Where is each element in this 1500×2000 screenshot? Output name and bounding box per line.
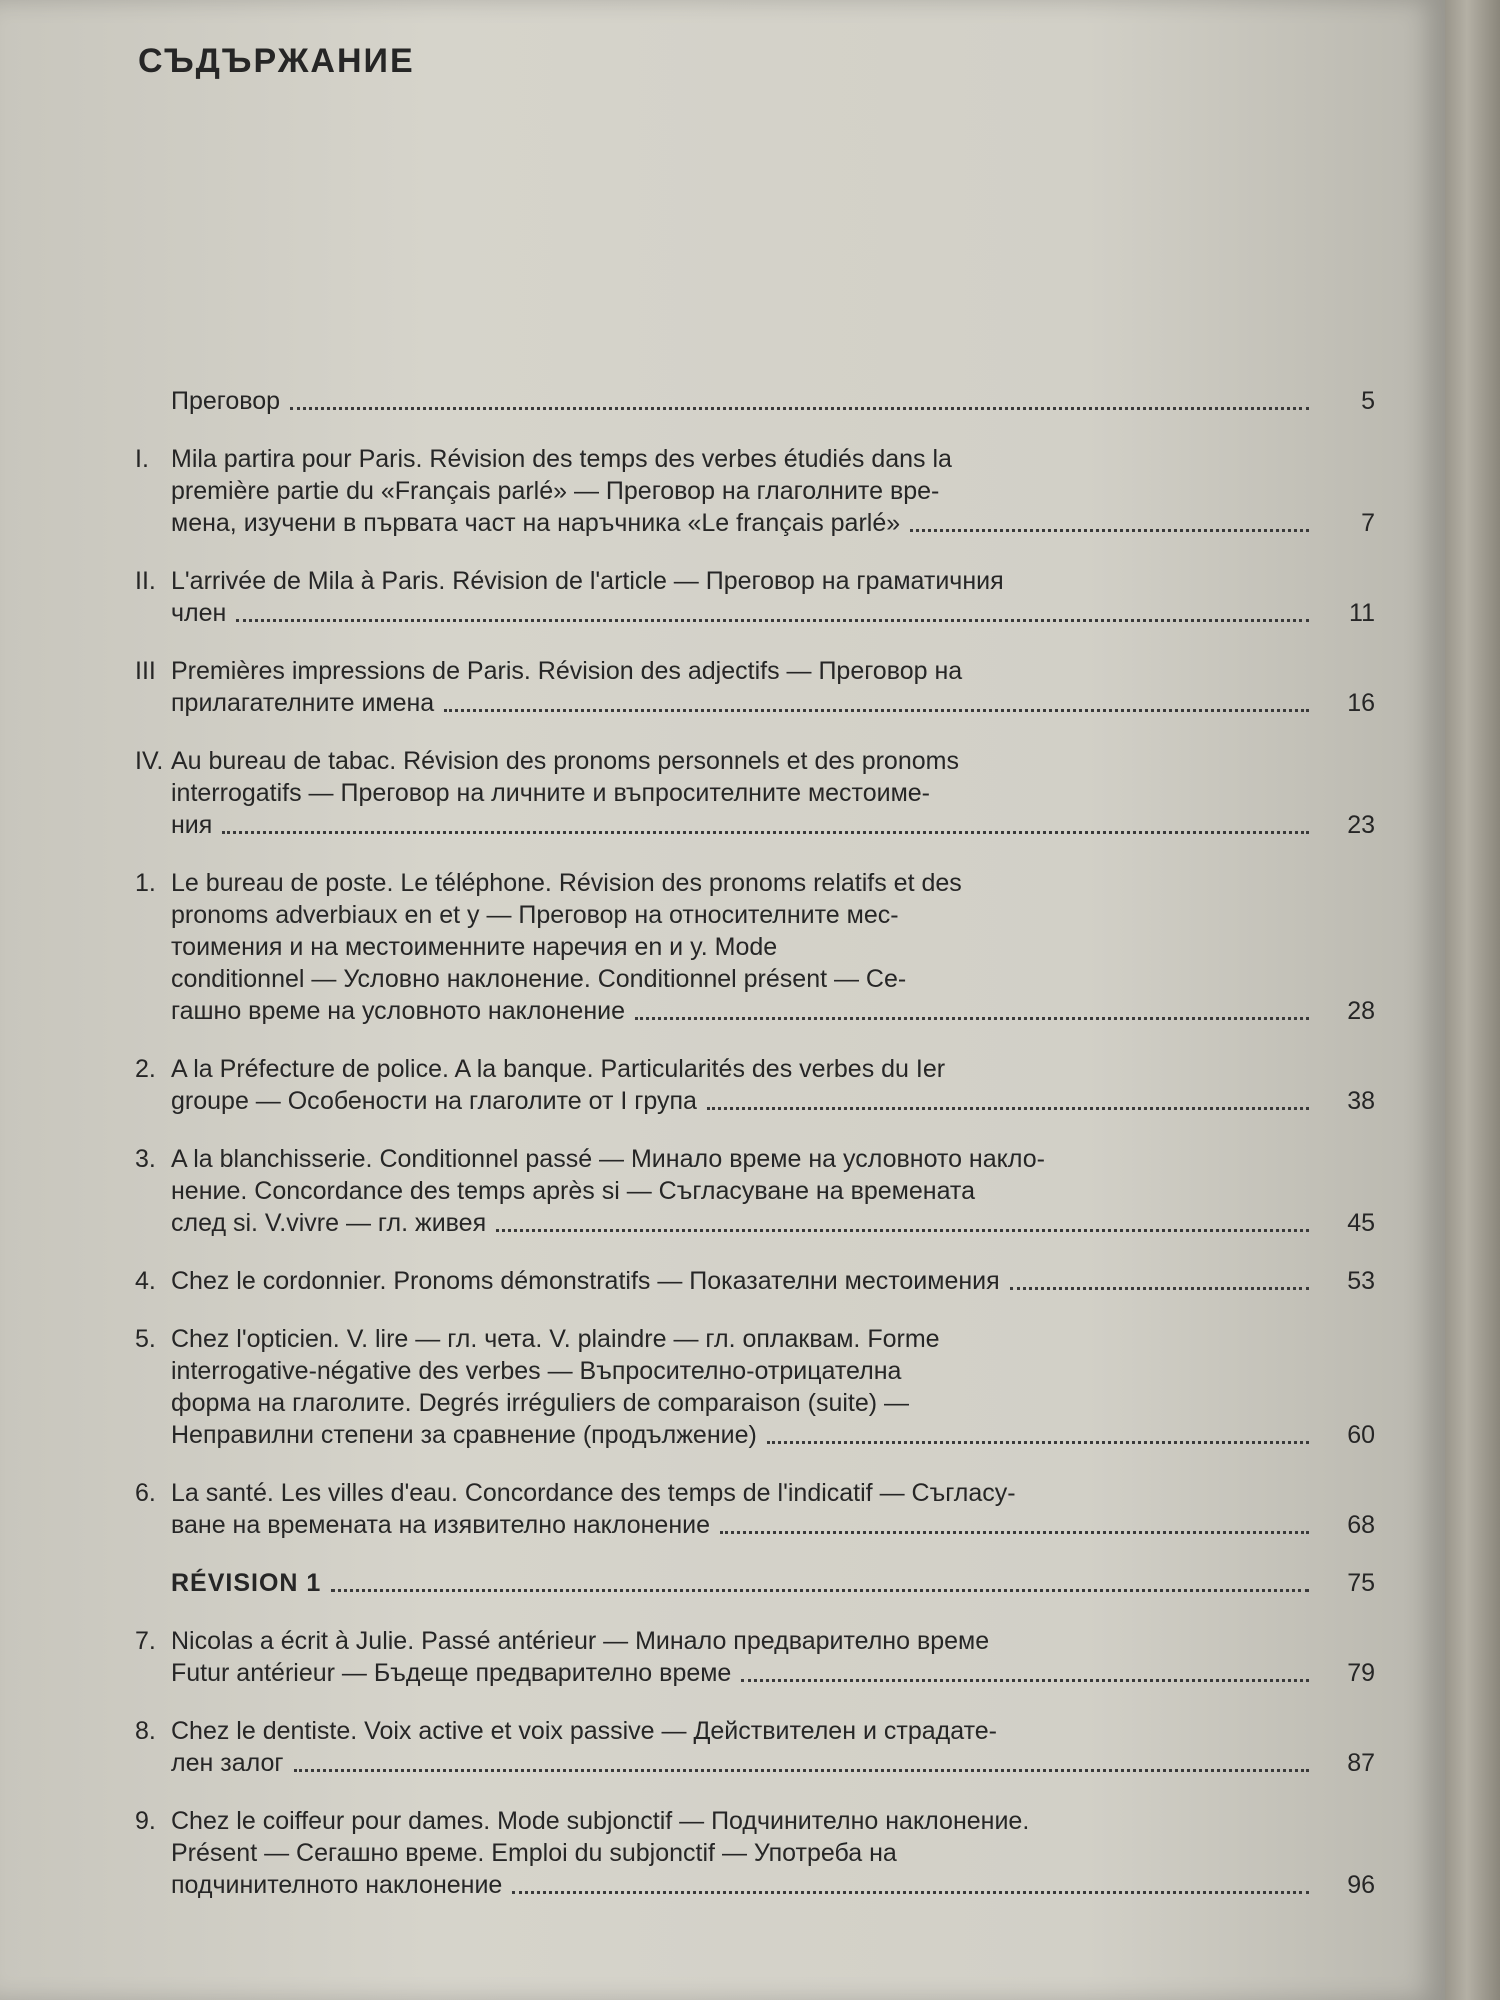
entry-text: подчинителното наклонение [171, 1871, 503, 1899]
entry-text: RÉVISION 1 [171, 1569, 322, 1597]
toc-line [135, 1657, 1375, 1689]
toc-entry [135, 1053, 1375, 1117]
entry-text: след si. V.vivre — гл. живея [171, 1209, 487, 1237]
entry-text: Premières impressions de Paris. Révision des adjectifs — Преговор на [171, 657, 963, 685]
toc-line [135, 1419, 1375, 1451]
dot-leader [236, 619, 1309, 622]
toc-line [135, 1085, 1375, 1117]
toc-line [135, 1837, 1375, 1869]
entry-text: L'arrivée de Mila à Paris. Révision de l'article — Преговор на граматичния [171, 567, 1004, 595]
dot-leader [294, 1769, 1310, 1772]
toc-line [135, 1747, 1375, 1779]
toc-line [135, 963, 1375, 995]
entry-text: нение. Concordance des temps après si — Съгласуване на времената [171, 1177, 976, 1205]
entry-number: 4. [135, 1267, 156, 1295]
table-of-contents [135, 385, 1375, 1927]
dot-leader [512, 1891, 1309, 1894]
toc-line [135, 507, 1375, 539]
toc-entry [135, 1143, 1375, 1239]
toc-entry [135, 1625, 1375, 1689]
toc-line [135, 1323, 1375, 1355]
entry-text: Преговор [171, 387, 281, 415]
entry-number: 7. [135, 1627, 156, 1655]
page-number: 16 [1347, 689, 1375, 717]
toc-line [135, 1053, 1375, 1085]
page-number: 38 [1347, 1087, 1375, 1115]
entry-text: член [171, 599, 227, 627]
entry-text: гашно време на условното наклонение [171, 997, 626, 1025]
entry-text: Nicolas a écrit à Julie. Passé antérieur — Минало предварително време [171, 1627, 990, 1655]
toc-entry [135, 1265, 1375, 1297]
dot-leader [331, 1589, 1309, 1592]
entry-text: interrogative-négative des verbes — Въпросително-отрицателна [171, 1357, 902, 1385]
entry-text: conditionnel — Условно наклонение. Conditionnel présent — Се- [171, 965, 907, 993]
entry-text: Chez le coiffeur pour dames. Mode subjonctif — Подчинително наклонение. [171, 1807, 1030, 1835]
page-title: СЪДЪРЖАНИЕ [138, 42, 415, 80]
toc-line [135, 385, 1375, 417]
toc-line [135, 1207, 1375, 1239]
toc-entry [135, 1715, 1375, 1779]
entry-text: A la blanchisserie. Conditionnel passé — Минало време на условното накло- [171, 1145, 1045, 1173]
toc-entry [135, 745, 1375, 841]
page-number: 53 [1347, 1267, 1375, 1295]
entry-number: 6. [135, 1479, 156, 1507]
entry-text: interrogatifs — Преговор на личните и въпросителните местоиме- [171, 779, 930, 807]
toc-entry [135, 655, 1375, 719]
entry-text: Présent — Сегашно време. Emploi du subjonctif — Употреба на [171, 1839, 897, 1867]
toc-line [135, 687, 1375, 719]
page-number: 68 [1347, 1511, 1375, 1539]
toc-entry [135, 565, 1375, 629]
entry-text: лен залог [171, 1749, 284, 1777]
page-number: 28 [1347, 997, 1375, 1025]
dot-leader [767, 1441, 1309, 1444]
toc-line [135, 1477, 1375, 1509]
toc-entry [135, 1323, 1375, 1451]
toc-line [135, 565, 1375, 597]
dot-leader [496, 1229, 1309, 1232]
entry-text: тоимения и на местоименните наречия en и y. Mode [171, 933, 778, 961]
toc-entry [135, 443, 1375, 539]
toc-line [135, 1143, 1375, 1175]
entry-text: Chez l'opticien. V. lire — гл. чета. V. plaindre — гл. оплаквам. Forme [171, 1325, 940, 1353]
toc-line [135, 931, 1375, 963]
revision-entry [135, 1567, 1375, 1599]
dot-leader [444, 709, 1309, 712]
toc-line [135, 1567, 1375, 1599]
toc-entry [135, 1477, 1375, 1541]
entry-number: 9. [135, 1807, 156, 1835]
toc-line [135, 1715, 1375, 1747]
entry-number: 3. [135, 1145, 156, 1173]
toc-line [135, 809, 1375, 841]
entry-text: Chez le cordonnier. Pronoms démonstratifs — Показателни местоимения [171, 1267, 1000, 1295]
toc-line [135, 1869, 1375, 1901]
entry-number: II. [135, 567, 156, 595]
entry-text: groupe — Особености на глаголите от I група [171, 1087, 697, 1115]
toc-line [135, 1355, 1375, 1387]
toc-line [135, 655, 1375, 687]
toc-line [135, 745, 1375, 777]
toc-entry [135, 385, 1375, 417]
page-number: 79 [1347, 1659, 1375, 1687]
entry-text: Неправилни степени за сравнение (продължение) [171, 1421, 757, 1449]
toc-line [135, 995, 1375, 1027]
entry-number: 8. [135, 1717, 156, 1745]
entry-number: 2. [135, 1055, 156, 1083]
toc-line [135, 597, 1375, 629]
toc-entry [135, 1805, 1375, 1901]
dot-leader [635, 1017, 1309, 1020]
page-number: 7 [1361, 509, 1375, 537]
entry-text: Futur antérieur — Бъдеще предварително време [171, 1659, 732, 1687]
page-number: 11 [1349, 599, 1375, 627]
entry-number: 5. [135, 1325, 156, 1353]
toc-line [135, 1509, 1375, 1541]
toc-line [135, 443, 1375, 475]
entry-text: La santé. Les villes d'eau. Concordance des temps de l'indicatif — Съгласу- [171, 1479, 1016, 1507]
page-number: 5 [1361, 387, 1375, 415]
dot-leader [741, 1679, 1309, 1682]
entry-number: 1. [135, 869, 156, 897]
toc-line [135, 1625, 1375, 1657]
entry-number: I. [135, 445, 149, 473]
page-number: 23 [1347, 811, 1375, 839]
entry-text: pronoms adverbiaux en et y — Преговор на относителните мес- [171, 901, 899, 929]
entry-text: ния [171, 811, 213, 839]
page-number: 87 [1347, 1749, 1375, 1777]
entry-text: Au bureau de tabac. Révision des pronoms personnels et des pronoms [171, 747, 959, 775]
page-number: 96 [1347, 1871, 1375, 1899]
dot-leader [910, 529, 1309, 532]
toc-line [135, 1805, 1375, 1837]
dot-leader [720, 1531, 1309, 1534]
dot-leader [222, 831, 1309, 834]
facing-page-edge [1445, 0, 1500, 2000]
entry-text: прилагателните имена [171, 689, 435, 717]
toc-line [135, 1387, 1375, 1419]
toc-line [135, 1175, 1375, 1207]
entry-text: форма на глаголите. Degrés irréguliers de comparaison (suite) — [171, 1389, 910, 1417]
entry-text: ване на времената на изявително наклонение [171, 1511, 711, 1539]
toc-line [135, 475, 1375, 507]
dot-leader [707, 1107, 1309, 1110]
toc-line [135, 1265, 1375, 1297]
entry-text: мена, изучени в първата част на наръчника «Le français parlé» [171, 509, 901, 537]
entry-number: IV. [135, 747, 164, 775]
entry-text: A la Préfecture de police. A la banque. Particularités des verbes du Ier [171, 1055, 946, 1083]
toc-line [135, 899, 1375, 931]
entry-text: Mila partira pour Paris. Révision des temps des verbes étudiés dans la [171, 445, 952, 473]
page-number: 75 [1347, 1569, 1375, 1597]
dot-leader [290, 407, 1309, 410]
toc-line [135, 867, 1375, 899]
page-number: 45 [1347, 1209, 1375, 1237]
entry-text: première partie du «Français parlé» — Преговор на глаголните вре- [171, 477, 940, 505]
toc-line [135, 777, 1375, 809]
dot-leader [1010, 1287, 1309, 1290]
entry-number: III [135, 657, 156, 685]
toc-entry [135, 867, 1375, 1027]
page-number: 60 [1347, 1421, 1375, 1449]
entry-text: Le bureau de poste. Le téléphone. Révision des pronoms relatifs et des [171, 869, 962, 897]
entry-text: Chez le dentiste. Voix active et voix passive — Действителен и страдате- [171, 1717, 997, 1745]
